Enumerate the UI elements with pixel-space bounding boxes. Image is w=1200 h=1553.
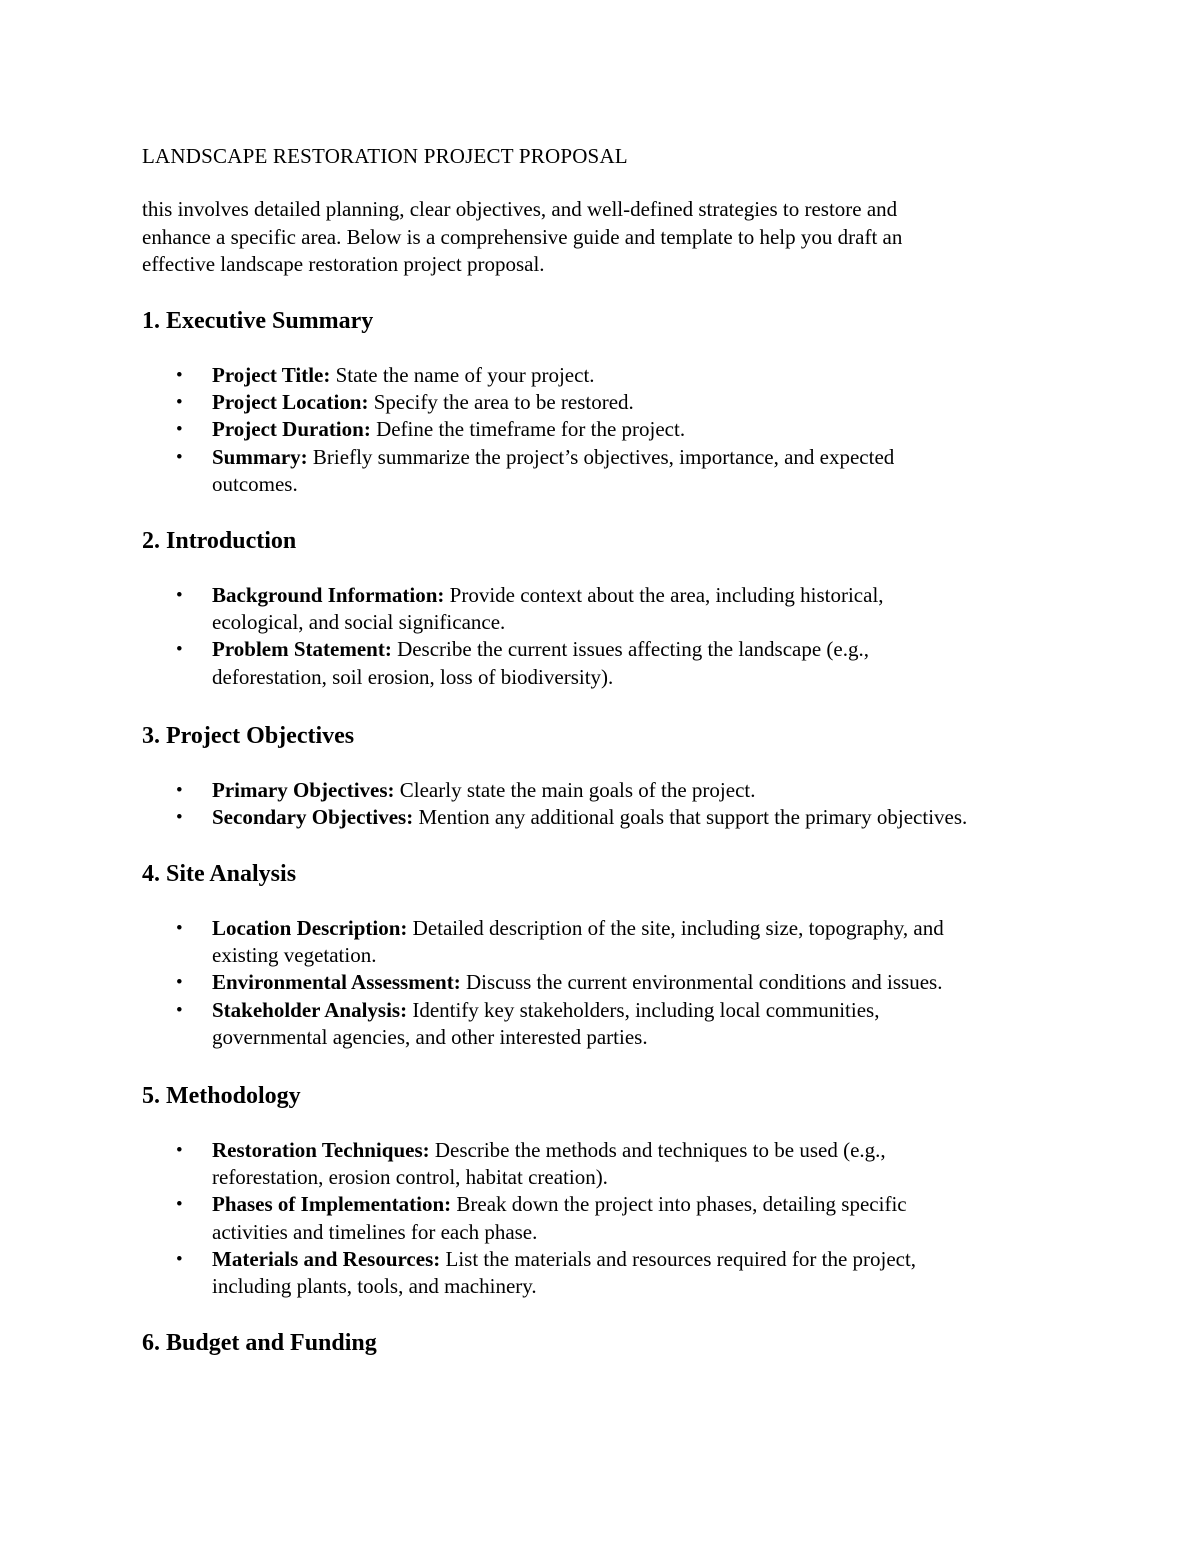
item-text: Detailed description of the site, including size, topography, and (407, 916, 944, 940)
item-label: Primary Objectives: (212, 778, 395, 802)
item-label: Problem Statement: (212, 637, 392, 662)
item-label: Secondary Objectives: (212, 805, 414, 830)
item-text-continued: reforestation, erosion control, habitat creation). (212, 1165, 608, 1190)
document-title: LANDSCAPE RESTORATION PROJECT PROPOSAL (142, 144, 628, 168)
item-text: Describe the current issues affecting the landscape (e.g., (391, 637, 869, 662)
list-item (142, 777, 1102, 804)
bullet-icon: • (176, 639, 183, 661)
bullet-icon: • (176, 780, 183, 801)
list-item (142, 416, 1102, 443)
section-budget-and-funding (142, 1328, 1102, 1358)
section-introduction (142, 526, 1102, 689)
item-text-continued: including plants, tools, and machinery. (212, 1274, 537, 1299)
bullet-icon: • (176, 807, 183, 829)
intro-line: effective landscape restoration project proposal. (142, 252, 545, 276)
item-text: Briefly summarize the project’s objectives, importance, and expected (307, 444, 895, 469)
item-label: Summary: (212, 444, 308, 469)
item-label: Location Description: (212, 916, 408, 940)
item-label: Background Information: (212, 583, 445, 607)
bullet-icon: • (176, 918, 183, 939)
bullet-list (142, 362, 1102, 498)
item-text-continued: deforestation, soil erosion, loss of biodiversity). (212, 664, 614, 689)
intro-paragraph (142, 196, 1022, 279)
item-text-continued: existing vegetation. (212, 943, 377, 968)
item-label: Phases of Implementation: (212, 1192, 452, 1217)
section-methodology (142, 1081, 1102, 1299)
item-text: Define the timeframe for the project. (370, 417, 686, 442)
item-text: Discuss the current environmental conditions and issues. (460, 970, 943, 995)
section-heading: 5. Methodology (142, 1083, 301, 1109)
list-item (142, 969, 1102, 996)
list-item (142, 804, 1102, 831)
section-executive-summary (142, 306, 1102, 496)
section-heading: 3. Project Objectives (142, 723, 355, 749)
bullet-icon: • (176, 419, 183, 441)
intro-line: enhance a specific area. Below is a comprehensive guide and template to help you draft an (142, 224, 903, 249)
item-label: Restoration Techniques: (212, 1138, 430, 1162)
section-heading: 6. Budget and Funding (142, 1330, 377, 1356)
item-text-continued: ecological, and social significance. (212, 610, 506, 635)
item-text: Provide context about the area, including historical, (444, 583, 884, 607)
item-label: Environmental Assessment: (212, 970, 461, 995)
item-text: Break down the project into phases, detailing specific (451, 1192, 907, 1217)
section-heading: 1. Executive Summary (142, 308, 374, 334)
section-project-objectives (142, 721, 1102, 830)
list-item (142, 444, 1102, 498)
bullet-icon: • (176, 446, 183, 468)
list-item (142, 1246, 1102, 1300)
bullet-icon: • (176, 365, 183, 386)
item-text-continued: governmental agencies, and other interested parties. (212, 1024, 648, 1049)
bullet-icon: • (176, 1248, 183, 1270)
list-item (142, 1137, 1102, 1191)
bullet-icon: • (176, 1194, 183, 1216)
item-text: Describe the methods and techniques to be used (e.g., (429, 1138, 886, 1162)
item-text: Clearly state the main goals of the project. (394, 778, 756, 802)
bullet-icon: • (176, 972, 183, 994)
bullet-icon: • (176, 1140, 183, 1161)
item-text: State the name of your project. (330, 363, 595, 387)
bullet-list (142, 1137, 1102, 1300)
bullet-icon: • (176, 585, 183, 606)
item-text-continued: outcomes. (212, 471, 298, 496)
item-text: Mention any additional goals that support the primary objectives. (413, 805, 968, 830)
item-text: Identify key stakeholders, including local communities, (407, 997, 880, 1022)
item-label: Project Duration: (212, 417, 371, 442)
list-item (142, 582, 1102, 636)
list-item (142, 362, 1102, 389)
item-text: List the materials and resources required for the project, (440, 1246, 917, 1271)
bullet-list (142, 915, 1102, 1051)
list-item (142, 636, 1102, 690)
bullet-icon: • (176, 999, 183, 1021)
list-item (142, 1191, 1102, 1245)
section-heading: 4. Site Analysis (142, 861, 297, 887)
intro-line: this involves detailed planning, clear objectives, and well-defined strategies to restore and (142, 197, 898, 221)
item-label: Stakeholder Analysis: (212, 997, 408, 1022)
section-heading: 2. Introduction (142, 528, 297, 554)
item-label: Project Title: (212, 363, 331, 387)
item-text: Specify the area to be restored. (368, 390, 634, 415)
list-item (142, 915, 1102, 969)
item-text-continued: activities and timelines for each phase. (212, 1219, 538, 1244)
bullet-icon: • (176, 392, 183, 414)
section-site-analysis (142, 859, 1102, 1049)
bullet-list (142, 777, 1102, 831)
list-item (142, 389, 1102, 416)
item-label: Project Location: (212, 390, 369, 415)
bullet-list (142, 582, 1102, 691)
item-label: Materials and Resources: (212, 1246, 441, 1271)
list-item (142, 997, 1102, 1051)
